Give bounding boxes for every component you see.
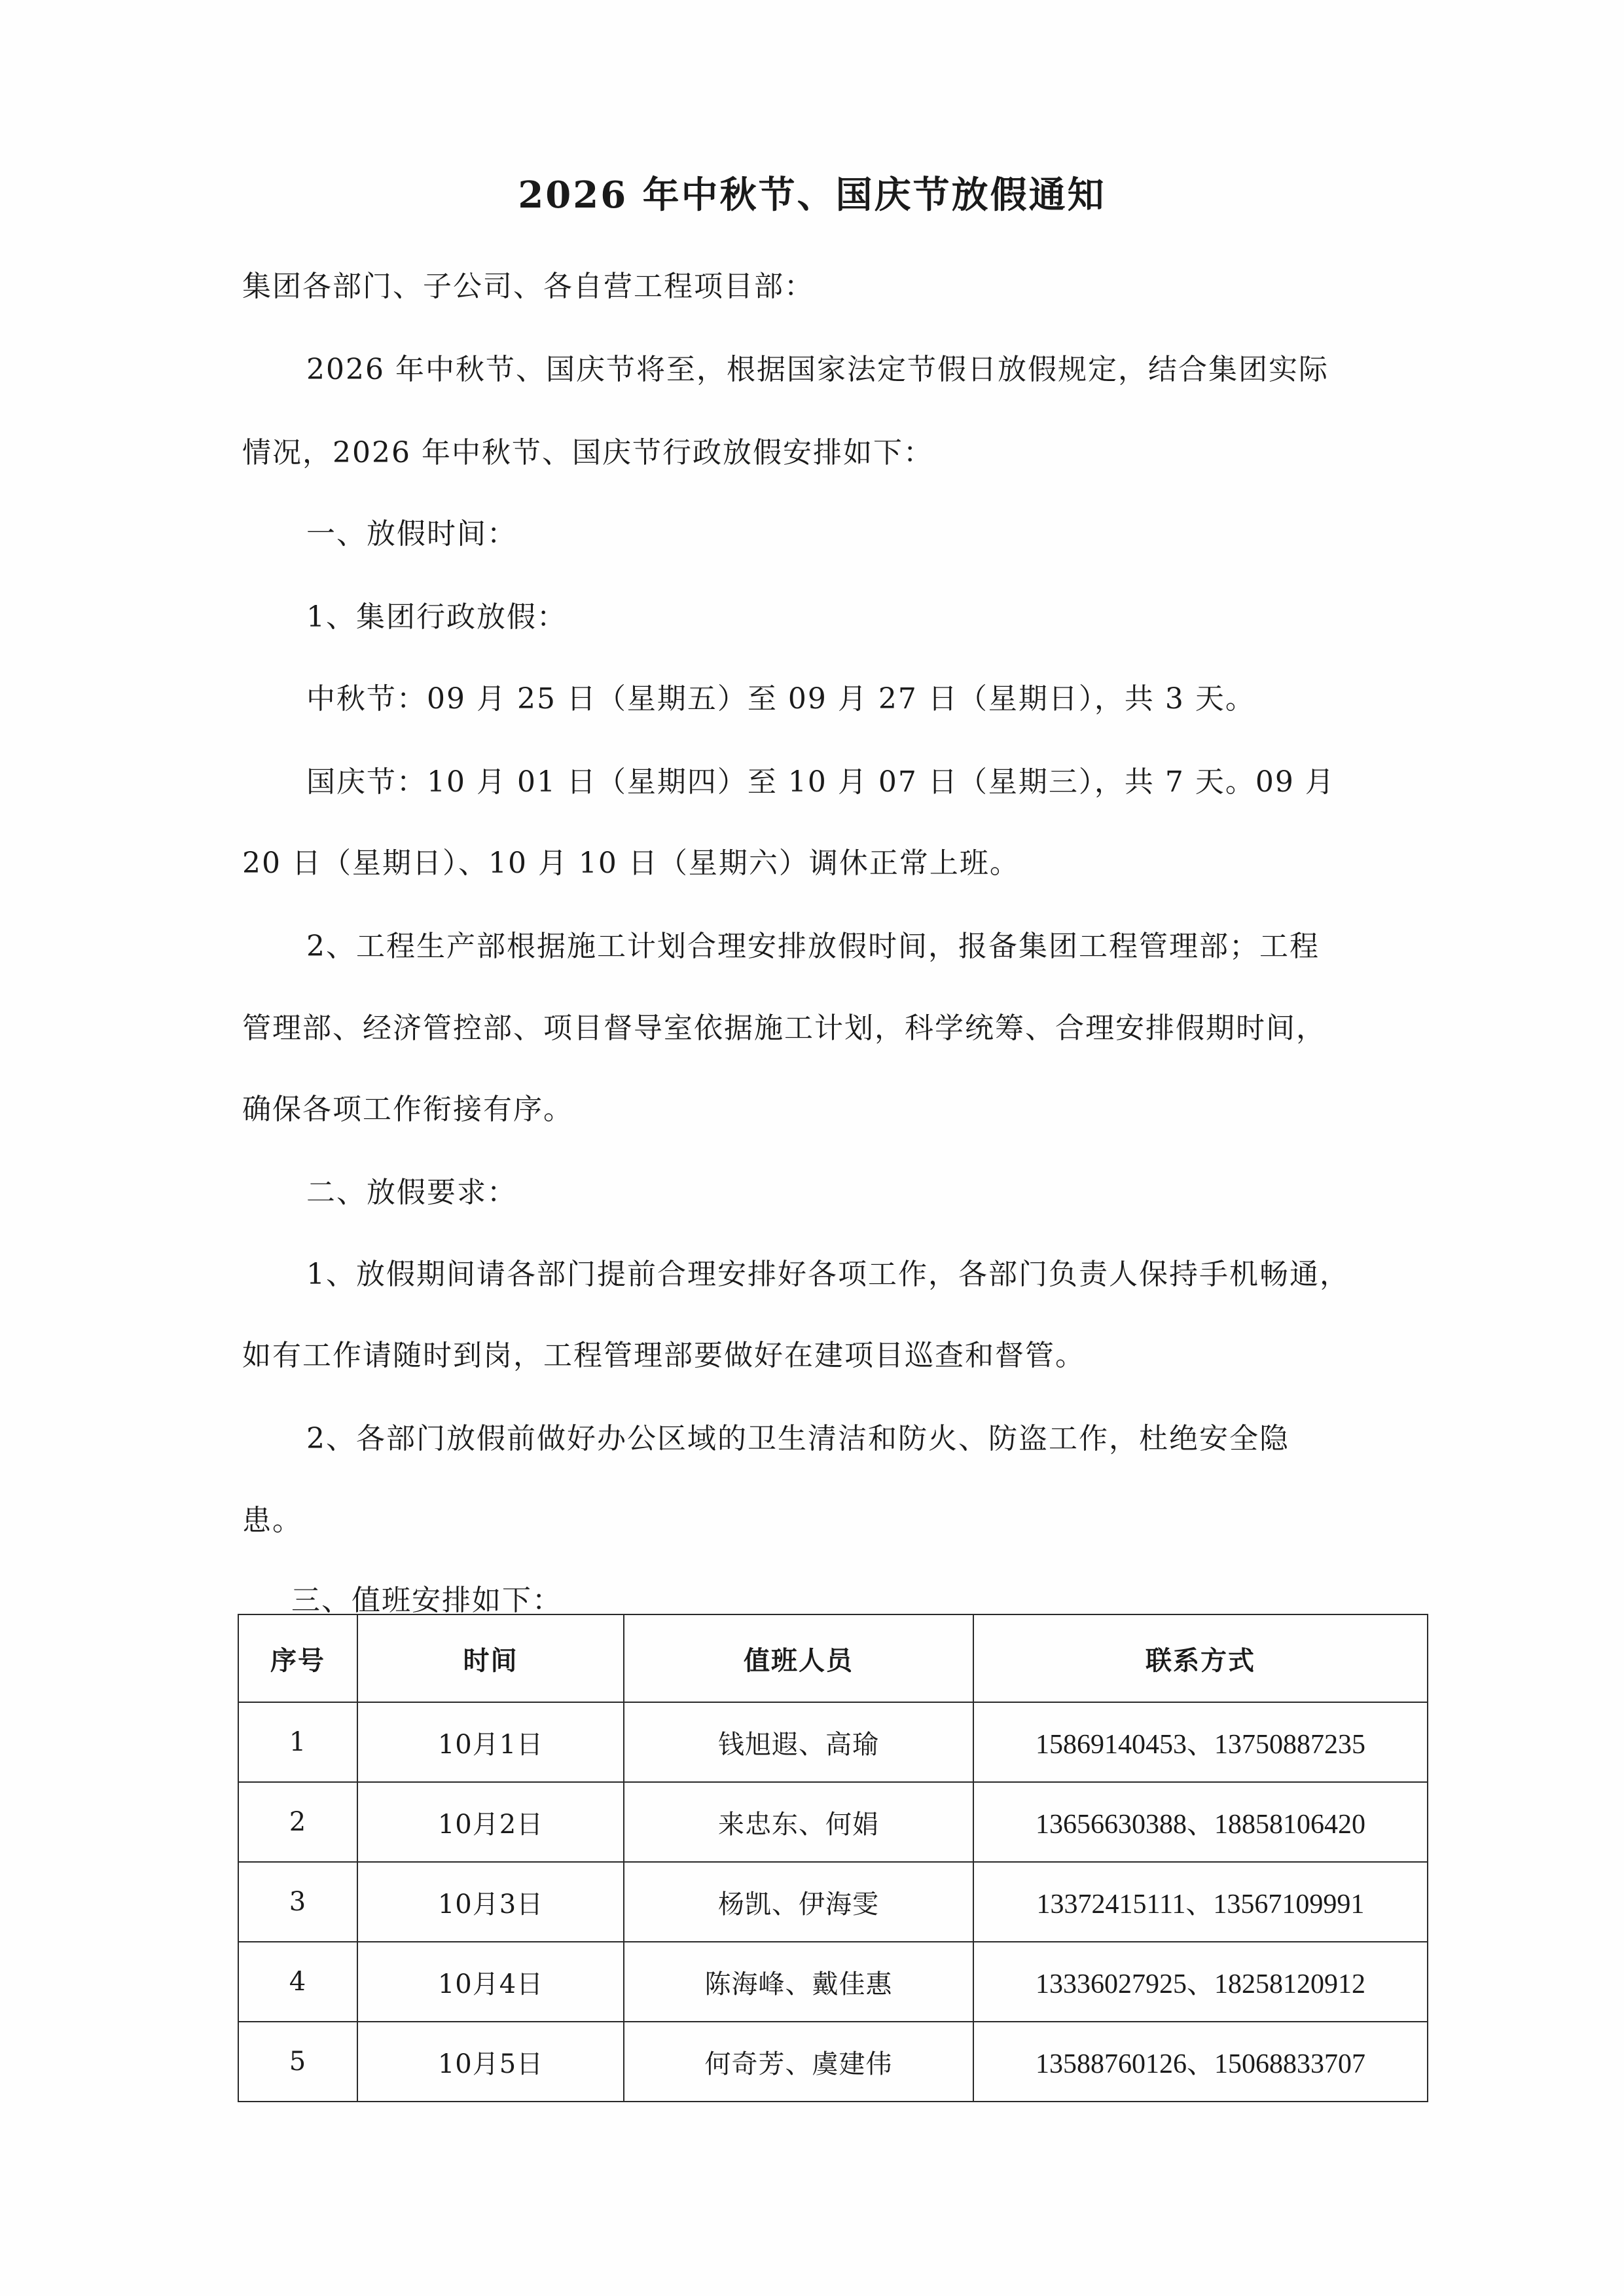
national-day-line-1: 国庆节：10 月 01 日（星期四）至 10 月 07 日（星期三），共 7 天。09 月 [306, 765, 1335, 799]
requirement-1-line-2: 如有工作请随时到岗，工程管理部要做好在建项目巡查和督管。 [242, 1339, 1085, 1372]
table-row [238, 1942, 1428, 2022]
requirement-2-line-1: 2、各部门放假前做好办公区域的卫生清洁和防火、防盗工作，杜绝安全隐 [306, 1422, 1290, 1455]
row-date: 10月1日 [357, 1702, 624, 1782]
row-duty-staff: 陈海峰、戴佳惠 [624, 1942, 973, 2022]
salutation: 集团各部门、子公司、各自营工程项目部： [242, 270, 814, 303]
row-duty-staff: 杨凯、伊海雯 [624, 1862, 973, 1942]
section-1-heading: 一、放假时间： [306, 517, 517, 551]
row-duty-staff: 来忠东、何娟 [624, 1782, 973, 1862]
row-duty-staff: 何奇芳、虞建伟 [624, 2022, 973, 2102]
duty-table [238, 1614, 1428, 2102]
header-duty-staff: 值班人员 [624, 1614, 973, 1702]
row-contact: 13372415111、13567109991 [973, 1862, 1428, 1942]
duty-table-header-row [238, 1614, 1428, 1702]
header-date: 时间 [357, 1614, 624, 1702]
duty-table-container [238, 1614, 1427, 2102]
row-number: 5 [238, 2022, 357, 2102]
table-row [238, 2022, 1428, 2102]
requirement-1-line-1: 1、放假期间请各部门提前合理安排好各项工作，各部门负责人保持手机畅通， [306, 1258, 1350, 1291]
row-date: 10月3日 [357, 1862, 624, 1942]
intro-line-2: 情况，2026 年中秋节、国庆节行政放假安排如下： [242, 436, 933, 469]
row-contact: 13588760126、15068833707 [973, 2022, 1428, 2102]
table-row [238, 1782, 1428, 1862]
row-duty-staff: 钱旭遐、高瑜 [624, 1702, 973, 1782]
section-2-heading: 二、放假要求： [306, 1176, 517, 1209]
item-2-line-3: 确保各项工作衔接有序。 [242, 1093, 573, 1126]
row-number: 4 [238, 1942, 357, 2022]
item-2-line-1: 2、工程生产部根据施工计划合理安排放假时间，报备集团工程管理部；工程 [306, 930, 1320, 963]
row-date: 10月5日 [357, 2022, 624, 2102]
row-contact: 13656630388、18858106420 [973, 1782, 1428, 1862]
table-row [238, 1862, 1428, 1942]
section-3-heading: 三、值班安排如下： [291, 1584, 562, 1617]
row-date: 10月2日 [357, 1782, 624, 1862]
item-1-heading: 1、集团行政放假： [306, 600, 567, 634]
intro-line-1: 2026 年中秋节、国庆节将至，根据国家法定节假日放假规定，结合集团实际 [306, 353, 1329, 386]
row-contact: 13336027925、18258120912 [973, 1942, 1428, 2022]
row-date: 10月4日 [357, 1942, 624, 2022]
requirement-2-line-2: 患。 [242, 1504, 302, 1537]
row-number: 1 [238, 1702, 357, 1782]
row-number: 2 [238, 1782, 357, 1862]
row-contact: 15869140453、13750887235 [973, 1702, 1428, 1782]
table-row [238, 1702, 1428, 1782]
header-contact: 联系方式 [973, 1614, 1428, 1702]
row-number: 3 [238, 1862, 357, 1942]
notice-title: 2026 年中秋节、国庆节放假通知 [518, 173, 1106, 217]
header-number: 序号 [238, 1614, 357, 1702]
national-day-line-2: 20 日（星期日）、10 月 10 日（星期六）调休正常上班。 [242, 847, 1020, 880]
mid-autumn-schedule: 中秋节：09 月 25 日（星期五）至 09 月 27 日（星期日），共 3 天。 [306, 682, 1255, 716]
item-2-line-2: 管理部、经济管控部、项目督导室依据施工计划，科学统筹、合理安排假期时间， [242, 1011, 1326, 1045]
